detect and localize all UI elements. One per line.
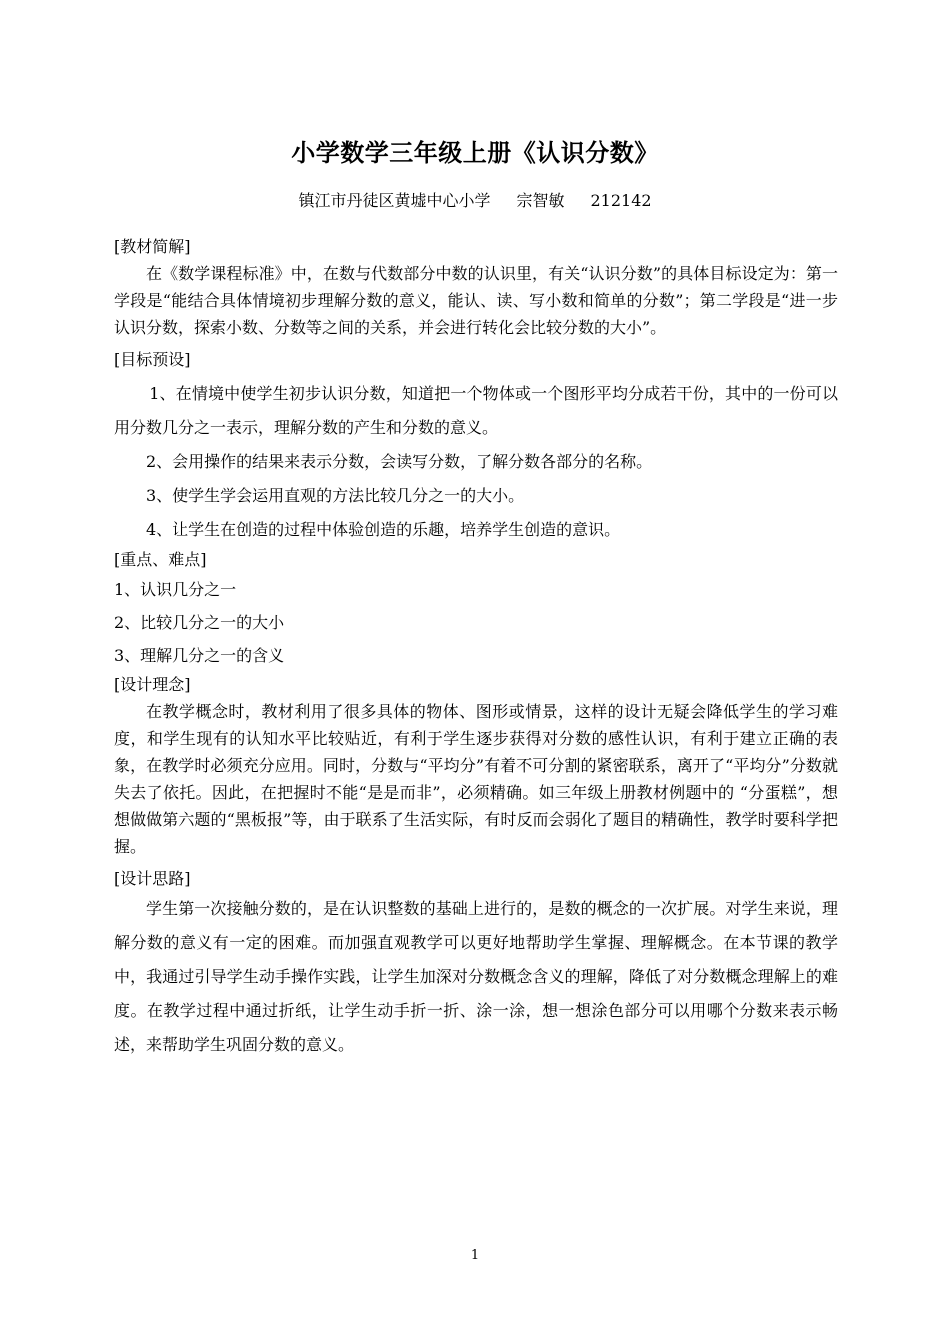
key-point-item: 1、认识几分之一 — [114, 580, 237, 599]
goal-item: 4、让学生在创造的过程中体验创造的乐趣，培养学生创造的意识。 — [146, 520, 621, 539]
goal-item: 3、使学生学会运用直观的方法比较几分之一的大小。 — [146, 486, 525, 505]
author-school: 镇江市丹徒区黄墟中心小学 — [298, 191, 491, 210]
section-heading: [设计理念] — [114, 675, 191, 694]
postal-code: 212142 — [590, 191, 652, 210]
section-concept — [114, 672, 838, 860]
goal-item: 2、会用操作的结果来表示分数，会读写分数，了解分数各部分的名称。 — [146, 452, 653, 471]
section-goals — [114, 347, 838, 547]
section-heading: [设计思路] — [114, 869, 191, 888]
section-paragraph: 在教学概念时，教材利用了很多具体的物体、图形或情景，这样的设计无疑会降低学生的学习难度，和学生现有的认知水平比较贴近，有利于学生逐步获得对分数的感性认识，有利于建立正确的表象，在教学时必须充分应用。同时，分数与“平均分”有着不可分割的紧密联系，离开了“平均分”分数就失去了依托。因此，在把握时不能“是是而非”，必须精确。如三年级上册教材例题中的 “分蛋糕”，想想做做第六题的“黑板报”等，由于联系了生活实际，有时反而会弱化了题目的精确性，教学时要科学把握。 — [114, 702, 838, 856]
document-body — [114, 234, 838, 1062]
author-name: 宗智敏 — [516, 191, 565, 210]
section-textbook — [114, 234, 838, 341]
author-line — [0, 188, 950, 211]
section-paragraph: 在《数学课程标准》中，在数与代数部分中数的认识里，有关“认识分数”的具体目标设定为：第一学段是“能结合具体情境初步理解分数的意义，能认、读、写小数和简单的分数”；第二学段是“进一步认识分数，探索小数、分数等之间的关系，并会进行转化会比较分数的大小”。 — [114, 264, 838, 337]
section-heading: [教材简解] — [114, 237, 191, 256]
document-title: 小学数学三年级上册《认识分数》 — [291, 139, 659, 167]
key-point-item: 3、理解几分之一的含义 — [114, 646, 285, 665]
page-number: 1 — [470, 1248, 480, 1263]
section-key-points — [114, 547, 838, 672]
goal-item: 1、在情境中使学生初步认识分数，知道把一个物体或一个图形平均分成若干份，其中的一份可以用分数几分之一表示，理解分数的产生和分数的意义。 — [114, 384, 838, 437]
key-point-item: 2、比较几分之一的大小 — [114, 613, 285, 632]
section-paragraph: 学生第一次接触分数的，是在认识整数的基础上进行的，是数的概念的一次扩展。对学生来说，理解分数的意义有一定的困难。而加强直观教学可以更好地帮助学生掌握、理解概念。在本节课的教学中，我通过引导学生动手操作实践，让学生加深对分数概念含义的理解，降低了对分数概念理解上的难度。在教学过程中通过折纸，让学生动手折一折、涂一涂，想一想涂色部分可以用哪个分数来表示畅述，来帮助学生巩固分数的意义。 — [114, 899, 838, 1054]
section-heading: [目标预设] — [114, 350, 191, 369]
section-approach — [114, 866, 838, 1062]
section-heading: [重点、难点] — [114, 550, 207, 569]
